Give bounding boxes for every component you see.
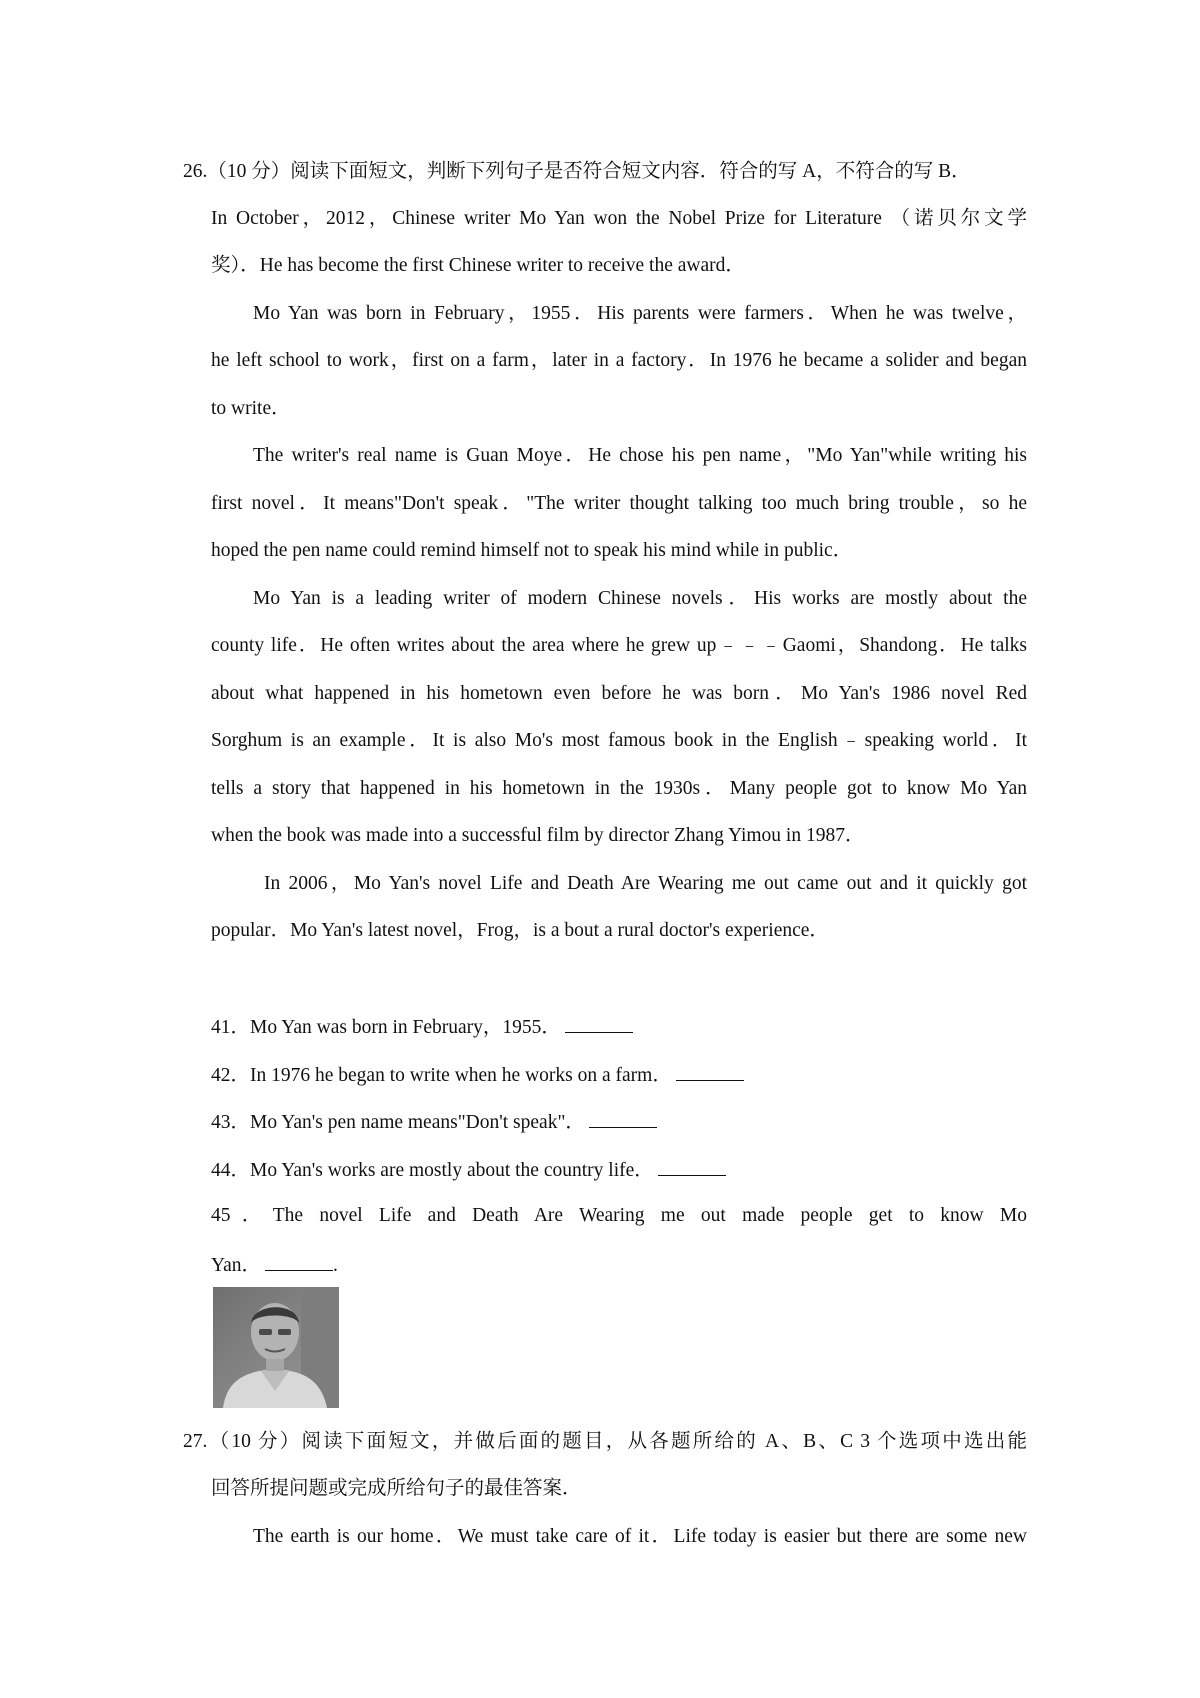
q26-passage-line-8: hoped the pen name could remind himself not to speak his mind while in public． (211, 540, 853, 561)
q26-passage-line-6: The writer's real name is Guan Moye．He chose his pen name，"Mo Yan"while writing his (253, 445, 1027, 466)
answer-blank-41[interactable] (565, 1014, 633, 1033)
q26-passage-line-4: he left school to work，first on a farm，later in a factory．In 1976 he became a solider and began (211, 350, 1027, 371)
q26-passage-line-11: about what happened in his hometown even before he was born．Mo Yan's 1986 novel Red (211, 683, 1027, 704)
q26-passage-line-2: 奖）．He has become the first Chinese writer to receive the award． (211, 255, 745, 276)
q26-passage-line-13: tells a story that happened in his hometown in the 1930s．Many people got to know Mo Yan (211, 778, 1027, 799)
question-42 (211, 1062, 744, 1088)
portrait-photo (213, 1287, 339, 1408)
answer-blank-44[interactable] (658, 1157, 726, 1176)
q26-passage-line-12: Sorghum is an example．It is also Mo's most famous book in the English﹣speaking world．It (211, 730, 1027, 751)
answer-blank-43[interactable] (589, 1109, 657, 1128)
question-44 (211, 1157, 726, 1183)
question-43 (211, 1109, 657, 1135)
q26-passage-line-9: Mo Yan is a leading writer of modern Chinese novels．His works are mostly about the (253, 588, 1027, 609)
q26-passage-line-5: to write． (211, 398, 291, 419)
question-45-line-1: 45．The novel Life and Death Are Wearing me out made people get to know Mo (211, 1205, 1027, 1226)
question-45-line-2 (211, 1252, 338, 1278)
question-45-text: Yan． (211, 1255, 262, 1276)
q26-passage-line-3: Mo Yan was born in February，1955．His parents were farmers．When he was twelve， (253, 303, 1027, 324)
q27-passage-line-1: The earth is our home．We must take care of it．Life today is easier but there are some new (253, 1526, 1027, 1547)
q26-passage-line-1: In October，2012，Chinese writer Mo Yan won the Nobel Prize for Literature （诺贝尔文学 (211, 208, 1027, 229)
q27-header-line-1: 27.（10 分）阅读下面短文，并做后面的题目，从各题所给的 A、B、C 3 个选项中选出能 (183, 1431, 1027, 1452)
portrait-photo-icon (213, 1287, 339, 1408)
q26-passage-line-10: county life．He often writes about the area where he grew up﹣﹣﹣Gaomi，Shandong．He talks (211, 635, 1027, 656)
q26-header: 26.（10 分）阅读下面短文，判断下列句子是否符合短文内容．符合的写 A，不符合的写 B． (183, 161, 971, 182)
question-43-text: 43．Mo Yan's pen name means"Don't speak"． (211, 1112, 585, 1133)
q26-passage-line-15: In 2006，Mo Yan's novel Life and Death Are Wearing me out came out and it quickly got (264, 873, 1027, 894)
question-42-text: 42．In 1976 he began to write when he works on a farm． (211, 1065, 672, 1086)
question-44-text: 44．Mo Yan's works are mostly about the country life． (211, 1160, 654, 1181)
answer-blank-45[interactable] (265, 1252, 333, 1271)
answer-blank-42[interactable] (676, 1062, 744, 1081)
q26-passage-line-7: first novel．It means"Don't speak．"The writer thought talking too much bring trouble，so he (211, 493, 1027, 514)
q27-header-line-2: 回答所提问题或完成所给句子的最佳答案． (211, 1478, 582, 1499)
question-41-text: 41．Mo Yan was born in February，1955． (211, 1017, 561, 1038)
q26-passage-line-14: when the book was made into a successful film by director Zhang Yimou in 1987． (211, 825, 865, 846)
question-41 (211, 1014, 633, 1040)
q26-passage-line-16: popular．Mo Yan's latest novel，Frog，is a bout a rural doctor's experience． (211, 920, 829, 941)
question-45-end: . (333, 1255, 338, 1276)
